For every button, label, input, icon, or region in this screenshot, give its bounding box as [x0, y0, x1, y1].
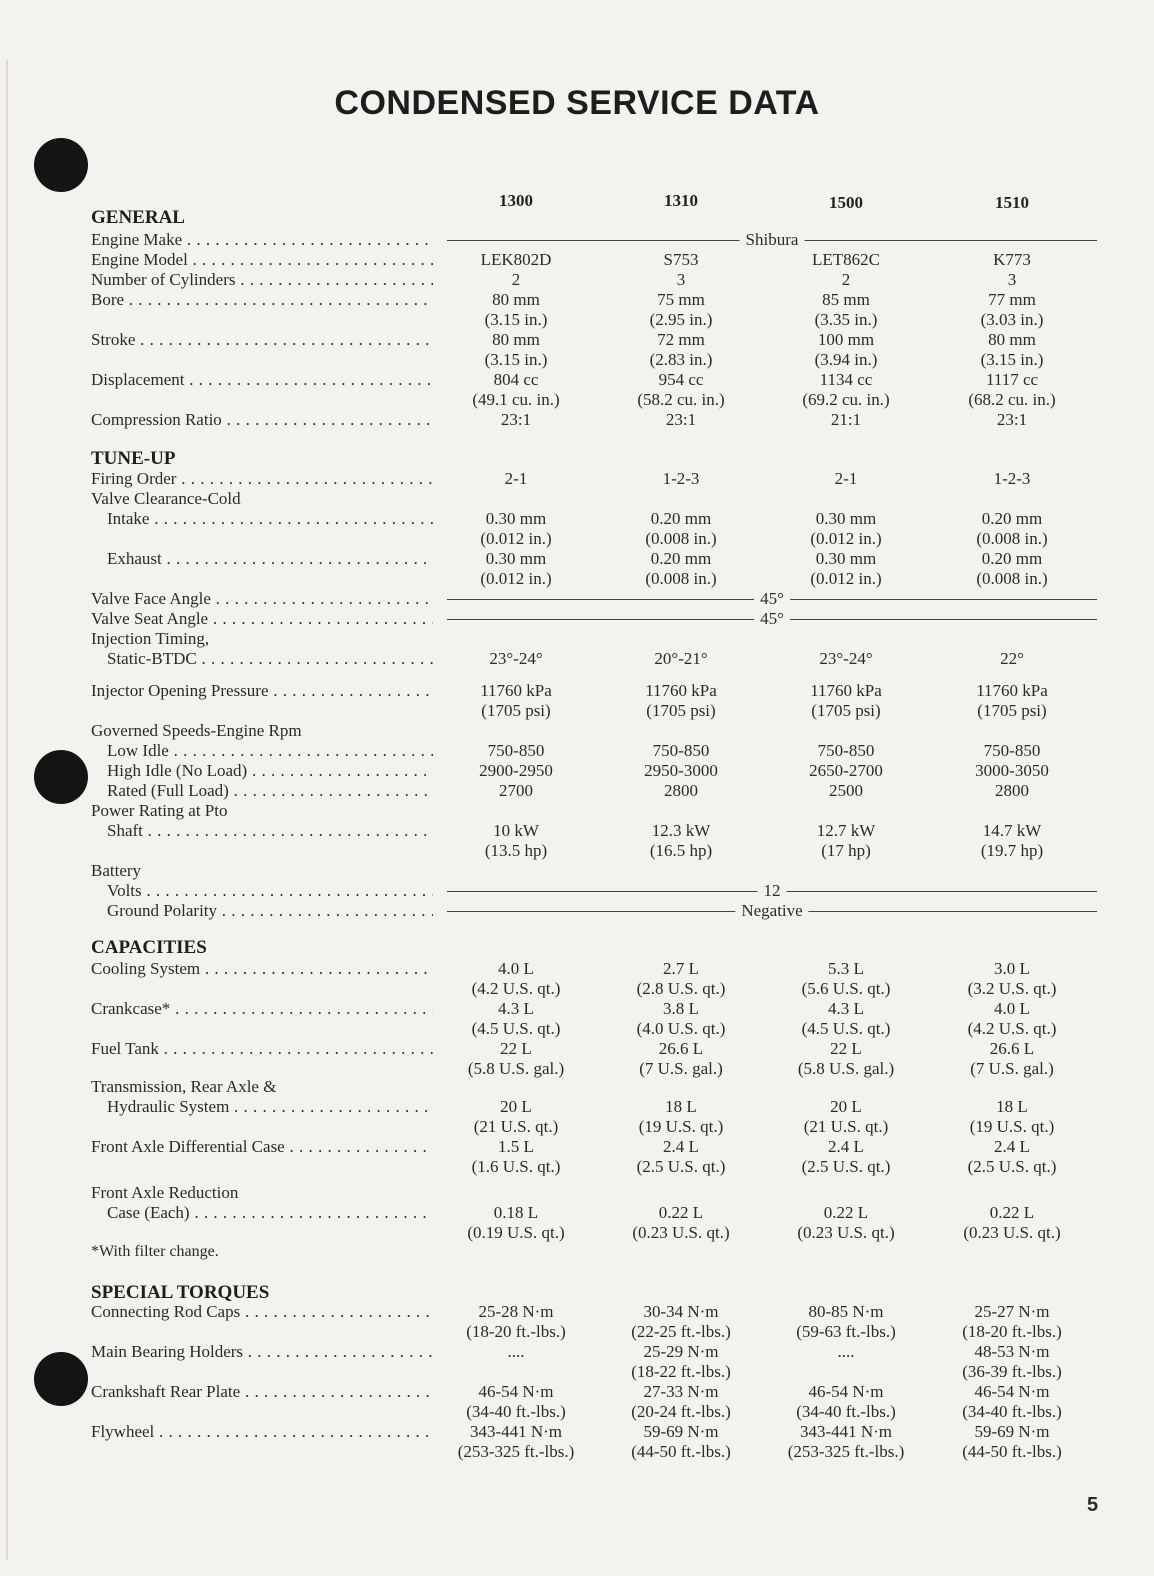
data-cell: 75 mm — [657, 290, 705, 309]
data-cell: (68.2 cu. in.) — [968, 390, 1056, 409]
data-cell: 23°-24° — [819, 649, 873, 668]
page-number: 5 — [1087, 1494, 1099, 1516]
span-value-text: 12 — [758, 881, 787, 901]
data-cell: 343-441 N·m — [799, 1422, 893, 1441]
data-cell: 3.8 L — [663, 999, 699, 1018]
data-cell: 27-33 N·m — [643, 1382, 719, 1401]
row-label: Transmission, Rear Axle & — [91, 1077, 277, 1096]
data-cell: S753 — [663, 250, 699, 269]
data-cell: (18-22 ft.-lbs.) — [631, 1362, 731, 1381]
data-cell: (19 U.S. qt.) — [969, 1117, 1055, 1136]
row-label: Hydraulic System . . . — [107, 1097, 433, 1117]
data-cell: (58.2 cu. in.) — [637, 390, 725, 409]
data-cell: 25-27 N·m — [974, 1302, 1050, 1321]
data-cell: 20 L — [830, 1097, 862, 1116]
data-cell: 0.22 L — [989, 1203, 1035, 1222]
row-label: Cooling System . . . — [91, 959, 433, 979]
data-cell: (34-40 ft.-lbs.) — [466, 1402, 566, 1421]
data-cell: (0.19 U.S. qt.) — [467, 1223, 565, 1242]
spanning-value — [447, 230, 1097, 250]
data-cell: 23:1 — [996, 410, 1028, 429]
data-cell: (0.012 in.) — [810, 569, 882, 588]
data-cell: (13.5 hp) — [484, 841, 548, 860]
data-cell: 72 mm — [657, 330, 705, 349]
data-cell: (19 U.S. qt.) — [638, 1117, 724, 1136]
column-header-1300: 1300 — [499, 191, 533, 210]
spanning-value — [447, 901, 1097, 921]
data-cell: (7 U.S. gal.) — [639, 1059, 723, 1078]
data-cell: (3.94 in.) — [814, 350, 878, 369]
data-cell: (0.012 in.) — [480, 569, 552, 588]
data-cell: (0.008 in.) — [645, 569, 717, 588]
data-cell: 77 mm — [988, 290, 1036, 309]
data-cell: 2 — [841, 270, 851, 289]
span-value-text: Negative — [735, 901, 808, 921]
data-cell: 23:1 — [665, 410, 697, 429]
data-cell: 23°-24° — [489, 649, 543, 668]
row-label: Connecting Rod Caps . . . — [91, 1302, 433, 1322]
row-label: Compression Ratio . . . — [91, 410, 433, 430]
data-cell: 2.4 L — [828, 1137, 864, 1156]
row-label: Intake . . . — [107, 509, 433, 529]
data-cell: 11760 kPa — [810, 681, 882, 700]
data-cell: (1705 psi) — [646, 701, 716, 720]
binder-hole — [34, 750, 88, 804]
data-cell: 2.7 L — [663, 959, 699, 978]
section-heading: CAPACITIES — [91, 937, 207, 958]
row-label: Main Bearing Holders . . . — [91, 1342, 433, 1362]
row-label: Injector Opening Pressure . . . — [91, 681, 433, 701]
row-label: Valve Seat Angle . . . — [91, 609, 433, 629]
data-cell: 3.0 L — [994, 959, 1030, 978]
footnote: *With filter change. — [91, 1243, 219, 1260]
data-cell: (18-20 ft.-lbs.) — [466, 1322, 566, 1341]
data-cell: 26.6 L — [989, 1039, 1035, 1058]
data-cell: 48-53 N·m — [974, 1342, 1050, 1361]
data-cell: (34-40 ft.-lbs.) — [962, 1402, 1062, 1421]
data-cell: (2.5 U.S. qt.) — [801, 1157, 891, 1176]
row-label: Case (Each) . . . — [107, 1203, 433, 1223]
data-cell: 59-69 N·m — [643, 1422, 719, 1441]
data-cell: 0.20 mm — [650, 509, 712, 528]
data-cell: 46-54 N·m — [478, 1382, 554, 1401]
row-label: Number of Cylinders . . . — [91, 270, 433, 290]
data-cell: 4.0 L — [994, 999, 1030, 1018]
binder-hole — [34, 138, 88, 192]
column-header-1310: 1310 — [664, 191, 698, 210]
data-cell: .... — [837, 1342, 855, 1361]
data-cell: (3.35 in.) — [814, 310, 878, 329]
data-cell: (44-50 ft.-lbs.) — [962, 1442, 1062, 1461]
data-cell: (0.23 U.S. qt.) — [963, 1223, 1061, 1242]
data-cell: (3.15 in.) — [980, 350, 1044, 369]
data-cell: 11760 kPa — [480, 681, 552, 700]
row-label: Front Axle Differential Case . . . — [91, 1137, 433, 1157]
data-cell: 30-34 N·m — [643, 1302, 719, 1321]
span-value-text: 45° — [754, 609, 790, 629]
data-cell: (1705 psi) — [811, 701, 881, 720]
row-label: Front Axle Reduction — [91, 1183, 239, 1202]
data-cell: 46-54 N·m — [808, 1382, 884, 1401]
row-label: High Idle (No Load) . . . — [107, 761, 433, 781]
data-cell: 2-1 — [834, 469, 858, 488]
data-cell: (17 hp) — [821, 841, 871, 860]
data-cell: 1.5 L — [498, 1137, 534, 1156]
data-cell: LEK802D — [480, 250, 552, 269]
column-header-1510: 1510 — [995, 193, 1029, 212]
section-heading: TUNE-UP — [91, 448, 176, 469]
data-cell: (253-325 ft.-lbs.) — [787, 1442, 905, 1461]
data-cell: (2.95 in.) — [649, 310, 713, 329]
data-cell: 1-2-3 — [993, 469, 1031, 488]
data-cell: .... — [507, 1342, 525, 1361]
data-cell: (0.008 in.) — [976, 529, 1048, 548]
section-heading: SPECIAL TORQUES — [91, 1282, 270, 1303]
data-cell: (2.5 U.S. qt.) — [967, 1157, 1057, 1176]
row-label: Valve Face Angle . . . — [91, 589, 433, 609]
data-cell: 10 kW — [493, 821, 539, 840]
data-cell: 0.30 mm — [815, 509, 877, 528]
spanning-value — [447, 609, 1097, 629]
row-label: Power Rating at Pto — [91, 801, 228, 820]
data-cell: 22 L — [830, 1039, 862, 1058]
data-cell: (69.2 cu. in.) — [802, 390, 890, 409]
page-title: CONDENSED SERVICE DATA — [334, 84, 820, 122]
section-heading: GENERAL — [91, 207, 185, 228]
data-cell: (7 U.S. gal.) — [970, 1059, 1054, 1078]
data-cell: 80 mm — [492, 330, 540, 349]
data-cell: (4.0 U.S. qt.) — [636, 1019, 726, 1038]
row-label: Engine Model . . . — [91, 250, 433, 270]
data-cell: (4.5 U.S. qt.) — [471, 1019, 561, 1038]
row-label: Volts . . . — [107, 881, 433, 901]
data-cell: 22° — [1000, 649, 1024, 668]
data-cell: 3 — [1007, 270, 1017, 289]
data-cell: K773 — [993, 250, 1031, 269]
row-label: Rated (Full Load) . . . — [107, 781, 433, 801]
data-cell: (21 U.S. qt.) — [803, 1117, 889, 1136]
data-cell: (253-325 ft.-lbs.) — [457, 1442, 575, 1461]
data-cell: 1117 cc — [985, 370, 1039, 389]
data-cell: (1705 psi) — [481, 701, 551, 720]
data-cell: 2900-2950 — [479, 761, 553, 780]
data-cell: 2 — [511, 270, 521, 289]
data-cell: 0.20 mm — [981, 509, 1043, 528]
row-label: Shaft . . . — [107, 821, 433, 841]
data-cell: 0.30 mm — [485, 509, 547, 528]
data-cell: (0.23 U.S. qt.) — [632, 1223, 730, 1242]
data-cell: 750-850 — [983, 741, 1041, 760]
data-cell: 750-850 — [817, 741, 875, 760]
data-cell: (21 U.S. qt.) — [473, 1117, 559, 1136]
row-label: Bore . . . — [91, 290, 433, 310]
data-cell: (2.8 U.S. qt.) — [636, 979, 726, 998]
row-label: Fuel Tank . . . — [91, 1039, 433, 1059]
data-cell: 2500 — [829, 781, 863, 800]
data-cell: 0.20 mm — [650, 549, 712, 568]
data-cell: (4.5 U.S. qt.) — [801, 1019, 891, 1038]
data-cell: (36-39 ft.-lbs.) — [962, 1362, 1062, 1381]
data-cell: (3.15 in.) — [484, 350, 548, 369]
data-cell: (5.6 U.S. qt.) — [801, 979, 891, 998]
data-cell: 2800 — [995, 781, 1029, 800]
data-cell: 2-1 — [504, 469, 528, 488]
data-cell: 3000-3050 — [975, 761, 1049, 780]
data-cell: 21:1 — [830, 410, 862, 429]
data-cell: (2.83 in.) — [649, 350, 713, 369]
data-cell: (0.012 in.) — [810, 529, 882, 548]
data-cell: 59-69 N·m — [974, 1422, 1050, 1441]
data-cell: (3.15 in.) — [484, 310, 548, 329]
row-label: Stroke . . . — [91, 330, 433, 350]
row-label: Displacement . . . — [91, 370, 433, 390]
data-cell: 26.6 L — [658, 1039, 704, 1058]
row-label: Crankcase* . . . — [91, 999, 433, 1019]
data-cell: 0.22 L — [823, 1203, 869, 1222]
data-cell: (22-25 ft.-lbs.) — [631, 1322, 731, 1341]
data-cell: (16.5 hp) — [649, 841, 713, 860]
data-cell: 2950-3000 — [644, 761, 718, 780]
data-cell: 18 L — [996, 1097, 1028, 1116]
data-cell: 2.4 L — [663, 1137, 699, 1156]
data-cell: 12.7 kW — [816, 821, 876, 840]
data-cell: 2.4 L — [994, 1137, 1030, 1156]
data-cell: (44-50 ft.-lbs.) — [631, 1442, 731, 1461]
row-label: Battery — [91, 861, 142, 880]
data-cell: 80 mm — [492, 290, 540, 309]
data-cell: 100 mm — [817, 330, 875, 349]
data-cell: (5.8 U.S. gal.) — [467, 1059, 565, 1078]
span-value-text: 45° — [754, 589, 790, 609]
row-label: Valve Clearance-Cold — [91, 489, 241, 508]
data-cell: (0.008 in.) — [645, 529, 717, 548]
data-cell: (3.2 U.S. qt.) — [967, 979, 1057, 998]
data-cell: 954 cc — [658, 370, 704, 389]
data-cell: (5.8 U.S. gal.) — [797, 1059, 895, 1078]
row-label: Injection Timing, — [91, 629, 210, 648]
row-label: Flywheel . . . — [91, 1422, 433, 1442]
data-cell: 0.20 mm — [981, 549, 1043, 568]
data-cell: (20-24 ft.-lbs.) — [631, 1402, 731, 1421]
page-edge-shadow — [6, 60, 8, 1560]
row-label: Governed Speeds-Engine Rpm — [91, 721, 302, 740]
row-label: Static-BTDC . . . — [107, 649, 433, 669]
data-cell: 3 — [676, 270, 686, 289]
data-cell: 2650-2700 — [809, 761, 883, 780]
data-cell: (59-63 ft.-lbs.) — [796, 1322, 896, 1341]
data-cell: 343-441 N·m — [469, 1422, 563, 1441]
data-cell: 750-850 — [652, 741, 710, 760]
data-cell: 80 mm — [988, 330, 1036, 349]
data-cell: (4.2 U.S. qt.) — [471, 979, 561, 998]
data-cell: (4.2 U.S. qt.) — [967, 1019, 1057, 1038]
data-cell: 5.3 L — [828, 959, 864, 978]
data-cell: 4.0 L — [498, 959, 534, 978]
data-cell: 0.22 L — [658, 1203, 704, 1222]
data-cell: (18-20 ft.-lbs.) — [962, 1322, 1062, 1341]
data-cell: (0.012 in.) — [480, 529, 552, 548]
data-cell: (34-40 ft.-lbs.) — [796, 1402, 896, 1421]
data-cell: 4.3 L — [498, 999, 534, 1018]
data-cell: (19.7 hp) — [980, 841, 1044, 860]
row-label: Exhaust . . . — [107, 549, 433, 569]
data-cell: 11760 kPa — [976, 681, 1048, 700]
data-cell: (2.5 U.S. qt.) — [636, 1157, 726, 1176]
data-cell: (3.03 in.) — [980, 310, 1044, 329]
data-cell: 85 mm — [822, 290, 870, 309]
data-cell: 2800 — [664, 781, 698, 800]
data-cell: 80-85 N·m — [808, 1302, 884, 1321]
row-label: Crankshaft Rear Plate . . . — [91, 1382, 433, 1402]
data-cell: 4.3 L — [828, 999, 864, 1018]
data-cell: 0.30 mm — [815, 549, 877, 568]
data-cell: 750-850 — [487, 741, 545, 760]
data-cell: 20°-21° — [654, 649, 708, 668]
data-cell: 14.7 kW — [982, 821, 1042, 840]
spanning-value — [447, 589, 1097, 609]
column-header-1500: 1500 — [829, 193, 863, 212]
data-cell: 46-54 N·m — [974, 1382, 1050, 1401]
data-cell: 0.18 L — [493, 1203, 539, 1222]
data-cell: 25-28 N·m — [478, 1302, 554, 1321]
data-cell: (1.6 U.S. qt.) — [471, 1157, 561, 1176]
data-cell: 25-29 N·m — [643, 1342, 719, 1361]
row-label: Firing Order . . . — [91, 469, 433, 489]
span-value-text: Shibura — [740, 230, 805, 250]
data-cell: 804 cc — [493, 370, 539, 389]
data-cell: 11760 kPa — [645, 681, 717, 700]
spanning-value — [447, 881, 1097, 901]
row-label: Ground Polarity . . . — [107, 901, 433, 921]
data-cell: 22 L — [500, 1039, 532, 1058]
data-cell: (0.008 in.) — [976, 569, 1048, 588]
data-cell: 2700 — [499, 781, 533, 800]
data-cell: 1-2-3 — [662, 469, 700, 488]
data-cell: 12.3 kW — [651, 821, 711, 840]
data-cell: (49.1 cu. in.) — [472, 390, 560, 409]
binder-hole — [34, 1352, 88, 1406]
data-cell: 1134 cc — [819, 370, 873, 389]
data-cell: (1705 psi) — [977, 701, 1047, 720]
data-cell: 23:1 — [500, 410, 532, 429]
data-cell: (0.23 U.S. qt.) — [797, 1223, 895, 1242]
data-cell: 0.30 mm — [485, 549, 547, 568]
data-cell: 20 L — [500, 1097, 532, 1116]
row-label: Engine Make . . . — [91, 230, 433, 250]
row-label: Low Idle . . . — [107, 741, 433, 761]
data-cell: 18 L — [665, 1097, 697, 1116]
data-cell: LET862C — [812, 250, 880, 269]
